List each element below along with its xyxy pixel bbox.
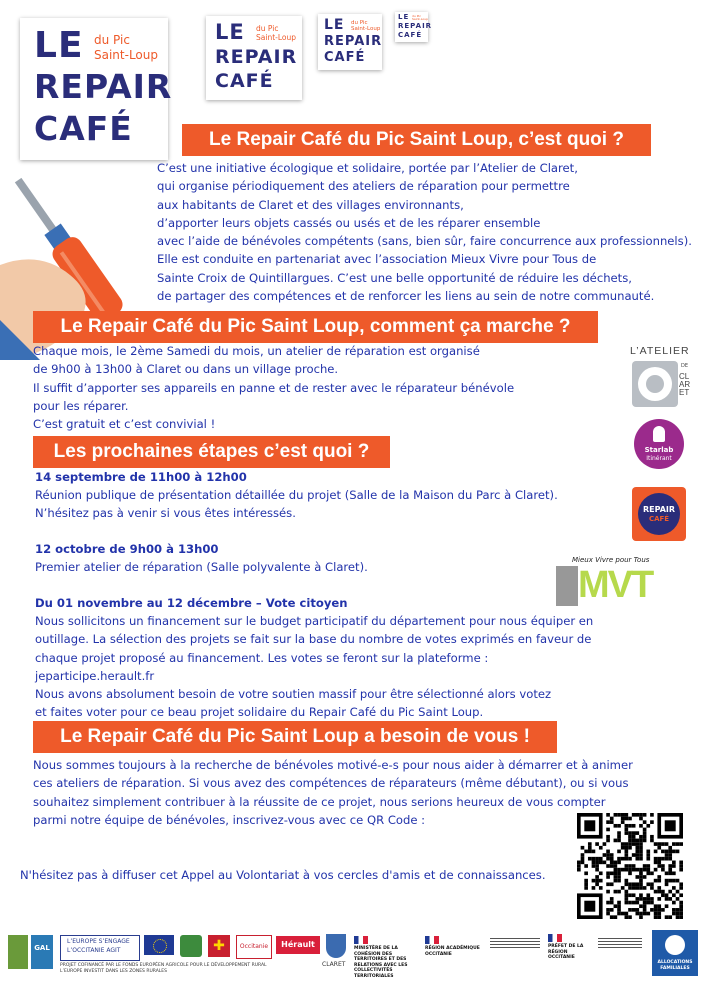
logo-sub2: Saint-Loup: [256, 33, 296, 42]
text-line: de 9h00 à 13h00 à Claret ou dans un village proche.: [33, 362, 339, 377]
qr-code[interactable]: [577, 813, 683, 919]
repair-cafe-logo-tiny: [395, 12, 433, 42]
logo-line3: CAFÉ: [34, 109, 133, 148]
europe-line1: L’EUROPE S’ENGAGE: [67, 938, 130, 945]
claret-label: CLARET: [322, 961, 346, 968]
text-line: Nous sommes toujours à la recherche de bénévoles motivé-e-s pour nous aider à démarrer et à animer: [33, 758, 633, 772]
logo-line1: LE: [324, 17, 345, 33]
text-line: souhaitez simplement contribuer à la réussite de ce projet, nous serions heureux de vous compter: [33, 794, 606, 809]
gal-label: GAL: [34, 944, 50, 952]
europe-line2: L’OCCITANIE AGIT: [67, 947, 121, 954]
feader-line2: L’EUROPE INVESTIT DANS LES ZONES RURALES: [60, 969, 167, 974]
occitanie-label: Occitanie: [239, 943, 269, 950]
text-line: Premier atelier de réparation (Salle polyvalente à Claret).: [35, 560, 368, 574]
text-line: Il suffit d’apporter ses appareils en panne et de rester avec le réparateur bénévole: [33, 380, 515, 395]
atelier-logo-title: L’ATELIER: [630, 345, 690, 357]
text-line: et faites voter pour ce beau projet solidaire du Repair Café du Pic Saint Loup.: [35, 705, 484, 720]
ddets-logo: [598, 938, 642, 950]
caf-logo: [652, 930, 698, 976]
section-what-text: [157, 159, 692, 305]
atelier-logo-mark: [632, 361, 678, 407]
region-cross-logo: ✚: [208, 935, 230, 957]
logo-sub1: du Pic: [94, 33, 130, 47]
caf-label: ALLOCATIONS FAMILIALES: [657, 960, 693, 971]
starlab-label: Starlab: [644, 446, 674, 454]
text-line: de partager des compétences et de renforcer les liens au sein de notre communauté.: [157, 289, 655, 304]
starlab-sublabel: Itinérant: [646, 455, 672, 462]
event-date: 12 octobre de 9h00 à 13h00: [35, 542, 219, 556]
claret-crest-logo: [326, 934, 346, 958]
section-how-text: [33, 342, 514, 433]
event-date: 14 septembre de 11h00 à 12h00: [35, 470, 247, 484]
logo-line2: REPAIR: [215, 46, 298, 68]
logo-sub2: Saint-Loup: [412, 17, 428, 21]
logo-sub1: du Pic: [412, 14, 421, 18]
section-need-you-text: [33, 756, 633, 829]
logo-line1: LE: [215, 20, 245, 44]
region-academique-label: RÉGION ACADÉMIQUE OCCITANIE: [425, 946, 480, 957]
logo-line3: CAFÉ: [215, 70, 274, 92]
prefet-label: PRÉFET DE LA RÉGION OCCITANIE: [548, 944, 584, 960]
rocket-icon: [653, 426, 665, 442]
feader-line1: PROJET COFINANCÉ PAR LE FONDS EUROPÉEN AGRICOLE POUR LE DÉVELOPPEMENT RURAL: [60, 963, 267, 968]
text-line: C’est gratuit et c’est convivial !: [33, 417, 216, 432]
section-banner-how: Le Repair Café du Pic Saint Loup, comment ça marche ?: [33, 311, 598, 343]
section-banner-next-steps: Les prochaines étapes c’est quoi ?: [33, 436, 390, 468]
text-line: pour les réparer.: [33, 398, 129, 413]
herault-label: Hérault: [281, 940, 315, 949]
logo-line3: CAFÉ: [324, 50, 366, 65]
text-line: C’est une initiative écologique et solidaire, portée par l’Atelier de Claret,: [157, 161, 578, 175]
repair-cafe-logo-medium: [206, 16, 302, 100]
text-line: Sainte Croix de Quintillargues. C’est une belle opportunité de réduire les déchets,: [157, 270, 632, 285]
logo-line2: REPAIR: [398, 22, 433, 30]
repair-round-text1: REPAIR: [642, 505, 676, 514]
mvt-tagline: Mieux Vivre pour Tous: [572, 556, 650, 564]
event-text: [35, 486, 558, 523]
logo-sub1: du Pic: [351, 20, 368, 26]
logo-line1: LE: [34, 25, 84, 66]
section-banner-what: Le Repair Café du Pic Saint Loup, c’est quoi ?: [182, 124, 651, 156]
event-date: Du 01 novembre au 12 décembre – Vote citoyen: [35, 596, 348, 610]
eu-flag-icon: [144, 935, 174, 955]
europe-engage-logo: [60, 935, 140, 961]
logo-line2: REPAIR: [34, 67, 173, 106]
event-text: [35, 558, 368, 576]
text-line: d’apporter leurs objets cassés ou usés et de les réparer ensemble: [157, 215, 541, 230]
logo-line2: REPAIR: [324, 34, 383, 49]
atelier-claret-logo: [630, 345, 700, 411]
starlab-logo: [634, 419, 684, 469]
mvt-logo: [556, 556, 686, 608]
section-banner-need-you: Le Repair Café du Pic Saint Loup a besoin de vous !: [33, 721, 557, 753]
closing-text: N'hésitez pas à diffuser cet Appel au Volontariat à vos cercles d'amis et de connaissances.: [20, 868, 546, 882]
text-line: N’hésitez pas à venir si vous êtes intéressés.: [35, 506, 296, 521]
text-line: parmi notre équipe de bénévoles, inscrivez-vous avec ce QR Code :: [33, 812, 426, 827]
text-line: chaque projet proposé au financement. Les votes se feront sur la plateforme :: [35, 650, 489, 665]
text-line: outillage. La sélection des projets se fait sur la base du nombre de votes exprimés en faveur de: [35, 632, 592, 647]
text-line: qui organise périodiquement des ateliers de réparation pour permettre: [157, 179, 570, 194]
logo-line1: LE: [398, 13, 410, 21]
mvt-letters: MVT: [578, 564, 653, 606]
event-text: [35, 612, 593, 722]
leader-logo: [180, 935, 202, 957]
ministere-label: MINISTÈRE DE LA COHÉSION DES TERRITOIRES ET DES RELATIONS AVEC LES COLLECTIVITÉS TERRITORIALES: [354, 946, 408, 979]
gal-logo: [31, 935, 53, 969]
region-academique-logo: [425, 936, 483, 957]
grand-pic-saint-loup-logo: [8, 935, 28, 969]
text-line: Chaque mois, le 2ème Samedi du mois, un atelier de réparation est organisé: [33, 344, 480, 358]
occitanie-logo: [236, 935, 272, 959]
logo-sub1: du Pic: [256, 24, 279, 33]
logo-sub2: Saint-Loup: [94, 48, 158, 62]
text-line: ces ateliers de réparation. Si vous avez des compétences de réparateurs (même débutant), ou si vous: [33, 776, 629, 791]
repair-cafe-round-logo: [632, 487, 686, 541]
text-line: Réunion publique de présentation détaillée du projet (Salle de la Maison du Parc à Claret).: [35, 488, 558, 502]
text-line: Elle est conduite en partenariat avec l’association Mieux Vivre pour Tous de: [157, 252, 597, 267]
prefet-logo: [548, 934, 592, 961]
atelier-logo-claret: CLARET: [679, 372, 691, 397]
text-line: aux habitants de Claret et des villages environnants,: [157, 197, 464, 212]
logo-sub2: Saint-Loup: [351, 26, 381, 32]
drajes-logo: [490, 938, 540, 948]
vote-platform-link[interactable]: jeparticipe.herault.fr: [35, 668, 155, 683]
text-line: Nous avons absolument besoin de votre soutien massif pour être sélectionné alors votez: [35, 687, 552, 702]
text-line: Nous sollicitons un financement sur le budget participatif du département pour nous équiper en: [35, 614, 594, 628]
ministere-logo: [354, 936, 418, 979]
repair-cafe-logo-small: [318, 14, 382, 70]
feader-caption: [60, 963, 290, 975]
text-line: avec l’aide de bénévoles compétents (sans, bien sûr, faire concurrence aux professionnels).: [157, 234, 692, 249]
atelier-logo-de: DE: [681, 363, 689, 369]
herault-logo: [276, 936, 320, 954]
logo-line3: CAFÉ: [398, 31, 423, 39]
repair-cafe-logo-main: [20, 18, 173, 160]
repair-round-text2: CAFÉ: [648, 515, 670, 523]
